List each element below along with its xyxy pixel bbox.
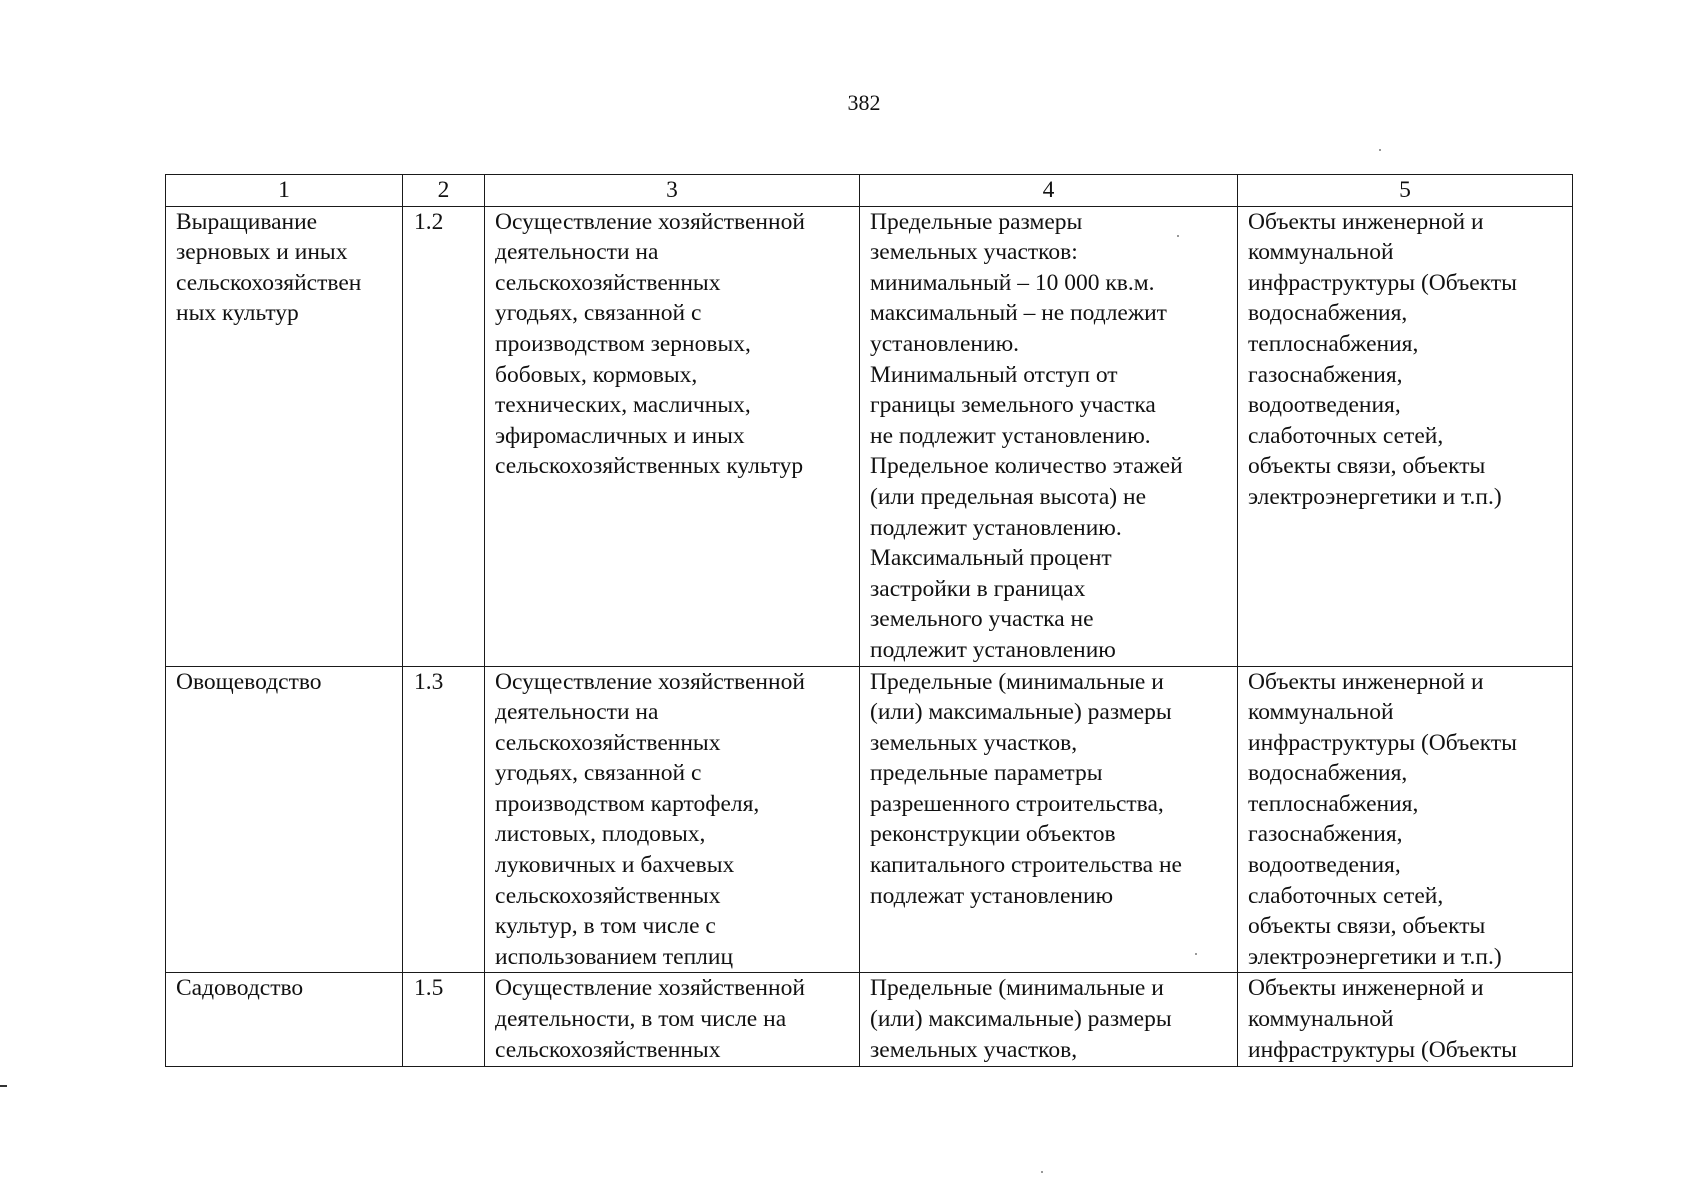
table-row: [166, 666, 1573, 973]
permitted-objects-cell: Объекты инженерной и коммунальной инфраструктуры (Объекты водоснабжения, теплоснабжения, газоснабжения, водоотведения, слаботочных сетей, объекты связи, объекты электроэнергетики и т.п.): [1238, 666, 1573, 973]
land-use-code-cell: 1.3: [403, 666, 485, 973]
scan-edge-mark: [0, 1085, 7, 1087]
page-number: 382: [847, 90, 881, 115]
permitted-objects-cell: Объекты инженерной и коммунальной инфраструктуры (Объекты: [1238, 973, 1573, 1067]
column-header-4: 4: [860, 175, 1238, 207]
land-use-regulations-table: [165, 174, 1573, 1067]
land-use-code-cell: 1.5: [403, 973, 485, 1067]
table-row: [166, 973, 1573, 1067]
table-header-row: [166, 175, 1573, 207]
building-parameters-cell: Предельные (минимальные и (или) максимальные) размеры земельных участков, предельные параметры разрешенного строительства, реконструкции объектов капитального строительства не подлежат установлению: [860, 666, 1238, 973]
land-use-description-cell: Осуществление хозяйственной деятельности на сельскохозяйственных угодьях, связанной с производством картофеля, листовых, плодовых, луковичных и бахчевых сельскохозяйственных культур, в том числе с использованием теплиц: [485, 666, 860, 973]
land-use-description-cell: Осуществление хозяйственной деятельности на сельскохозяйственных угодьях, связанной с производством зерновых, бобовых, кормовых, технических, масличных, эфиромасличных и иных сельскохозяйственных культур: [485, 206, 860, 666]
scan-speck: [1041, 1171, 1043, 1173]
land-use-description-cell: Осуществление хозяйственной деятельности, в том числе на сельскохозяйственных: [485, 973, 860, 1067]
land-use-name-cell: Садоводство: [166, 973, 403, 1067]
column-header-2: 2: [403, 175, 485, 207]
table-row: [166, 206, 1573, 666]
land-use-name-cell: Овощеводство: [166, 666, 403, 973]
column-header-3: 3: [485, 175, 860, 207]
building-parameters-cell: Предельные размеры земельных участков: минимальный – 10 000 кв.м. максимальный – не подлежит установлению. Минимальный отступ от границы земельного участка не подлежит установлению. Предельное количество этажей (или предельная высота) не подлежит установлению. Максимальный процент застройки в границах земельного участка не подлежит установлению: [860, 206, 1238, 666]
column-header-5: 5: [1238, 175, 1573, 207]
land-use-code-cell: 1.2: [403, 206, 485, 666]
permitted-objects-cell: Объекты инженерной и коммунальной инфраструктуры (Объекты водоснабжения, теплоснабжения, газоснабжения, водоотведения, слаботочных сетей, объекты связи, объекты электроэнергетики и т.п.): [1238, 206, 1573, 666]
building-parameters-cell: Предельные (минимальные и (или) максимальные) размеры земельных участков,: [860, 973, 1238, 1067]
scan-speck: [1379, 149, 1381, 151]
column-header-1: 1: [166, 175, 403, 207]
scan-speck: [1177, 235, 1179, 237]
land-use-name-cell: Выращивание зерновых и иных сельскохозяйствен ных культур: [166, 206, 403, 666]
scan-speck: [1195, 953, 1197, 955]
